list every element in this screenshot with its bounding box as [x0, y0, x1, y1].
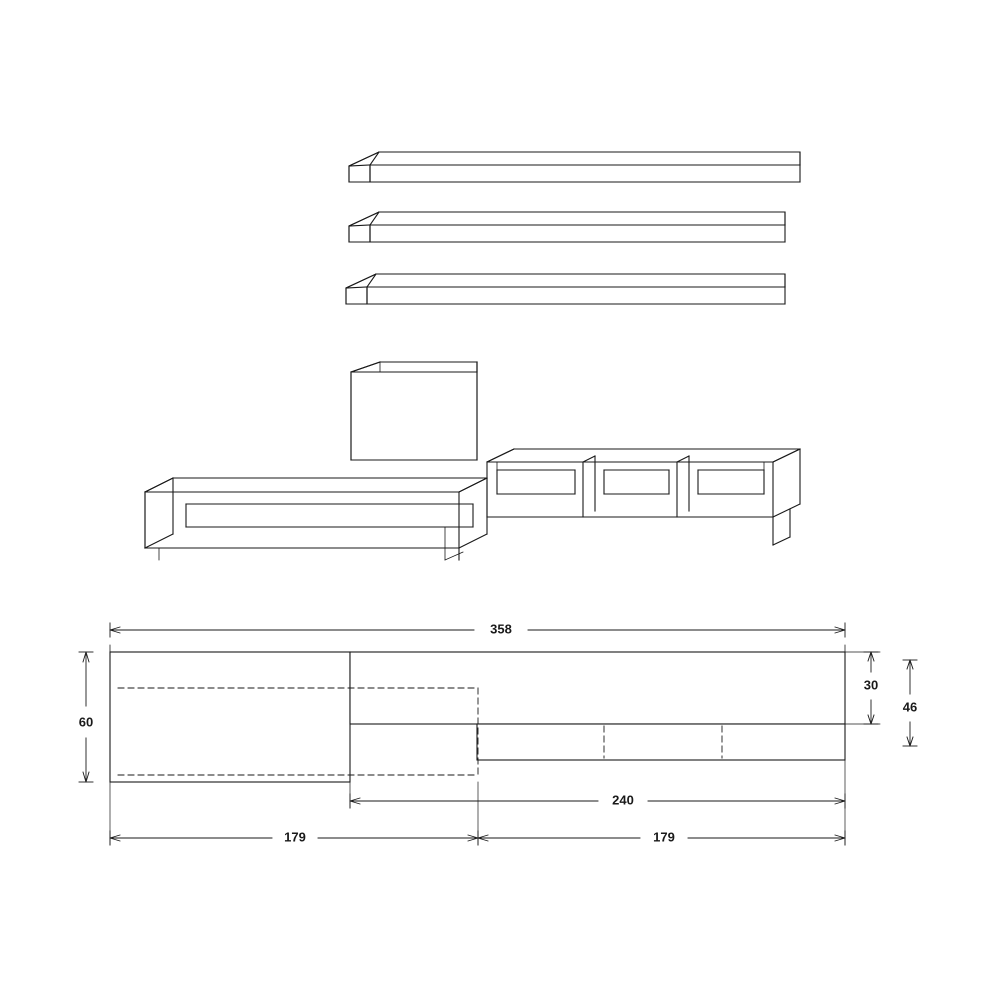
label-height-46: 46 — [902, 699, 918, 715]
label-height-60: 60 — [78, 714, 94, 730]
dimension-width-240 — [350, 794, 845, 808]
label-overall-width: 358 — [490, 621, 512, 637]
tv-stand-right — [487, 449, 800, 545]
label-width-240: 240 — [612, 792, 634, 808]
shelf-middle — [349, 212, 785, 242]
wall-cabinet — [351, 362, 477, 460]
tv-stand-left — [145, 478, 487, 560]
dimension-overall-width — [110, 623, 845, 655]
label-width-179-left: 179 — [284, 829, 306, 845]
label-height-30: 30 — [863, 677, 879, 693]
shelf-bottom — [346, 274, 785, 304]
elevation-lower-right — [477, 724, 845, 760]
shelf-top — [349, 152, 800, 182]
elevation-left-module — [110, 652, 350, 782]
label-width-179-right: 179 — [653, 829, 675, 845]
